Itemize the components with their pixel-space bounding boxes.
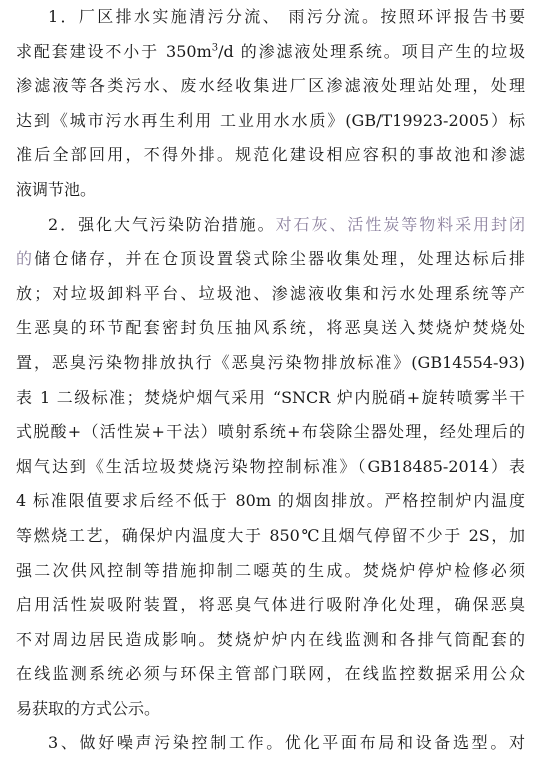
superscript: 3 (211, 42, 219, 54)
text-segment: 4 标准限值要求后经不低于 80m 的烟囱排放。严格控制炉内温度 (16, 491, 525, 511)
text-line (16, 623, 525, 658)
text-line (16, 69, 525, 104)
text-segment: 达到《城市污水再生利用 工业用水水质》(GB/T19923-2005）标 (16, 110, 525, 130)
text-line (16, 311, 525, 346)
text-line (16, 554, 525, 589)
text-segment: 式脱酸+（活性炭+干法）喷射系统+布袋除尘器处理，经处理后的 (16, 422, 525, 442)
text-line (16, 519, 525, 554)
text-line (16, 381, 525, 416)
text-segment: 对石灰、活性炭等物料采用封闭 (275, 214, 525, 234)
text-segment: 液调节池。 (16, 179, 97, 199)
text-segment: 求配套建设不小于 350m (16, 41, 212, 61)
text-segment: 强二次供风控制等措施抑制二噁英的生成。焚烧炉停炉检修必须 (16, 560, 525, 580)
text-line (16, 484, 525, 519)
text-segment: 置，恶臭污染物排放执行《恶臭污染物排放标准》(GB14554-93) (16, 352, 525, 372)
text-segment: 放；对垃圾卸料平台、垃圾池、渗滤液收集和污水处理系统等产 (16, 283, 525, 303)
paragraph-p1 (16, 0, 525, 208)
text-segment: 生恶臭的环节配套密封负压抽风系统，将恶臭送入焚烧炉焚烧处 (16, 318, 525, 338)
text-line (16, 450, 525, 485)
text-line (16, 726, 525, 761)
text-line (16, 242, 525, 277)
text-line (16, 415, 525, 450)
text-segment: /d 的渗滤液处理系统。项目产生的垃圾 (218, 41, 525, 61)
text-segment: 储仓储存，并在仓顶设置袋式除尘器收集处理，处理达标后排 (34, 249, 525, 269)
text-line (16, 138, 525, 173)
text-segment: 渗滤液等各类污水、废水经收集进厂区渗滤液处理站处理，处理 (16, 76, 525, 96)
text-line (16, 35, 525, 70)
text-segment: 的 (16, 249, 35, 269)
text-line (16, 657, 525, 692)
text-segment: 烟气达到《生活垃圾焚烧污染物控制标准》（GB18485-2014）表 (16, 456, 525, 476)
text-line (16, 692, 525, 727)
text-segment: 表 1 二级标准；焚烧炉烟气采用 “SNCR 炉内脱硝+旋转喷雾半干 (16, 387, 525, 407)
text-segment: 3、做好噪声污染控制工作。优化平面布局和设备选型。对 (48, 733, 525, 753)
text-segment: 准后全部回用，不得外排。规范化建设相应容积的事故池和渗滤 (16, 145, 525, 165)
text-segment: 易获取的方式公示。 (16, 698, 161, 718)
text-line (16, 104, 525, 139)
text-line (16, 346, 525, 381)
text-segment: 等燃烧工艺，确保炉内温度大于 850℃且烟气停留不少于 2S，加 (16, 525, 525, 545)
text-line (16, 208, 525, 243)
text-line (16, 588, 525, 623)
text-line (16, 277, 525, 312)
text-segment: 1．厂区排水实施清污分流、 雨污分流。按照环评报告书要 (48, 7, 525, 26)
text-segment: 不对周边居民造成影响。焚烧炉炉内在线监测和各排气筒配套的 (16, 629, 525, 649)
paragraph-p3 (16, 726, 525, 761)
text-segment: 启用活性炭吸附装置，将恶臭气体进行吸附净化处理，确保恶臭 (16, 595, 525, 615)
text-segment: 2．强化大气污染防治措施。 (48, 214, 276, 234)
text-line (16, 173, 525, 208)
text-line (16, 0, 525, 35)
text-segment: 在线监测系统必须与环保主管部门联网，在线监控数据采用公众 (16, 664, 525, 684)
paragraph-p2 (16, 208, 525, 727)
document-page (16, 0, 525, 761)
